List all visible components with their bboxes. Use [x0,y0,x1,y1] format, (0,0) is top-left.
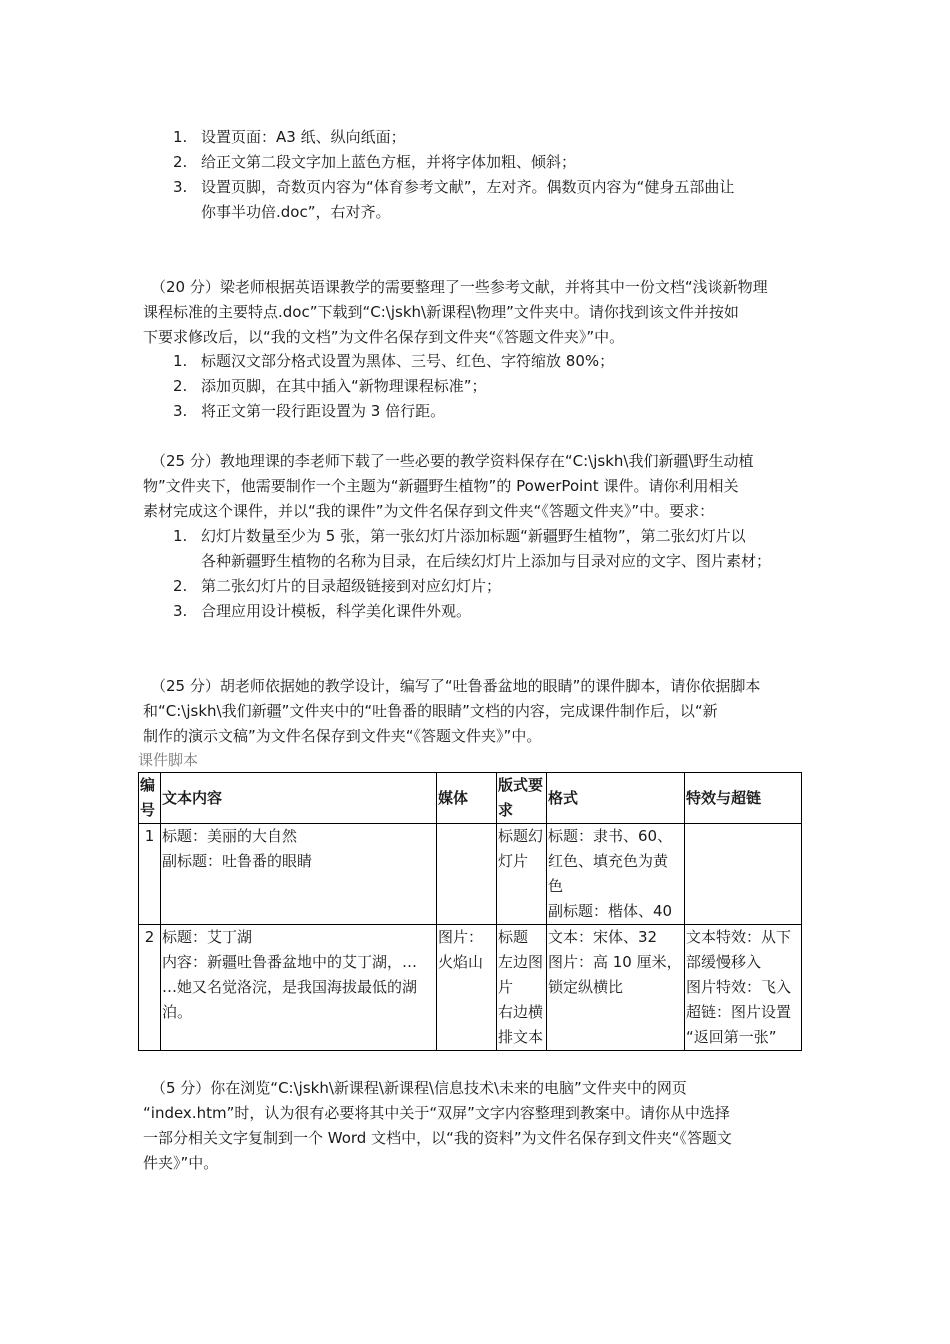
cell-line: 泊。 [162,1003,193,1021]
question-3-requirements [173,524,813,624]
list-text: 标题汉文部分格式设置为黑体、三号、红色、字符缩放 80%； [201,352,615,370]
cell-line: 标题 [498,928,529,946]
list-text: 将正文第一段行距设置为 3 倍行距。 [201,402,446,420]
cell-line: 图片： [438,928,484,946]
paragraph-line: 素材完成这个课件，并以“我的课件”为文件名保存到文件夹“《答题文件夹》”中。要求： [143,502,715,520]
cell-media [437,824,497,925]
cell-text [161,824,437,925]
cell-line: 标题：隶书、60、 [548,827,673,845]
paragraph-line: （5 分）你在浏览“C:\jskh\新课程\新课程\信息技术\未来的电脑”文件夹中的网页 [151,1079,687,1097]
table-row [139,824,802,925]
cell-line: 片 [498,978,514,996]
header-cell-text: 文本内容 [161,773,437,824]
cell-line: 左边图 [498,953,544,971]
question-2-requirements [173,349,813,424]
list-number: 2. [173,153,188,171]
header-cell-effect: 特效与超链 [685,773,802,824]
cell-line: 锁定纵横比 [548,978,624,996]
header-cell-layout: 版式要求 [497,773,547,824]
list-text: 设置页面：A3 纸、纵向纸面； [201,128,406,146]
cell-line: 部缓慢移入 [686,953,762,971]
cell-line: 文本特效：从下 [686,928,792,946]
cell-line: “返回第一张” [686,1028,777,1046]
list-text: 幻灯片数量至少为 5 张，第一张幻灯片添加标题“新疆野生植物”，第二张幻灯片以 [201,527,746,545]
paragraph-line: 一部分相关文字复制到一个 Word 文档中，以“我的资料”为文件名保存到文件夹“《答题文 [143,1129,732,1147]
question-5-intro [143,1076,813,1176]
list-text: 第二张幻灯片的目录超级链接到对应幻灯片； [201,577,502,595]
header-cell-format: 格式 [547,773,685,824]
cell-format [547,824,685,925]
list-item [173,599,813,624]
paragraph-line: 制作的演示文稿”为文件名保存到文件夹“《答题文件夹》”中。 [143,727,542,745]
question-2-intro [143,275,813,350]
cell-effect [685,925,802,1051]
table-row [139,925,802,1051]
list-text: 合理应用设计模板，科学美化课件外观。 [201,602,472,620]
cell-line: 超链：图片设置 [686,1003,792,1021]
list-page-setup [173,125,813,225]
list-text: 添加页脚，在其中插入“新物理课程标准”； [201,377,487,395]
list-number: 1. [173,128,188,146]
list-number: 1. [173,352,188,370]
table-caption: 课件脚本 [138,751,199,769]
cell-line: 火焰山 [438,953,484,971]
table-header-row [139,773,802,824]
row-number: 1 [139,824,161,925]
list-text: 给正文第二段文字加上蓝色方框，并将字体加粗、倾斜； [201,153,577,171]
cell-effect [685,824,802,925]
list-number: 3. [173,602,188,620]
cell-line: 右边横 [498,1003,544,1021]
list-number: 3. [173,402,188,420]
cell-line: 标题：美丽的大自然 [162,827,298,845]
list-text: 设置页脚，奇数页内容为“体育参考文献”，左对齐。偶数页内容为“健身五部曲让 [201,178,735,196]
list-item [173,349,813,374]
cell-line: 图片：高 10 厘米， [548,953,682,971]
paragraph-line: 件夹》”中。 [143,1154,219,1172]
header-cell-media: 媒体 [437,773,497,824]
list-text: 各种新疆野生植物的名称为目录，在后续幻灯片上添加与目录对应的文字、图片素材； [201,552,772,570]
paragraph-line: （25 分）教地理课的李老师下载了一些必要的教学资料保存在“C:\jskh\我们新疆\野生动植 [151,452,754,470]
cell-line: 文本：宋体、32 [548,928,658,946]
list-item [173,399,813,424]
cell-line: …她又名觉洛浣，是我国海拔最低的湖 [162,978,418,996]
paragraph-line: （25 分）胡老师依据她的教学设计，编写了“吐鲁番盆地的眼睛”的课件脚本，请你依据脚本 [151,677,761,695]
cell-line: 副标题：吐鲁番的眼睛 [162,852,313,870]
question-3-intro [143,449,813,524]
list-item [173,524,813,574]
list-item [173,175,813,225]
cell-text [161,925,437,1051]
cell-line: 标题幻 [498,827,544,845]
cell-line: 红色、填充色为黄 [548,852,669,870]
cell-line: 内容：新疆吐鲁番盆地中的艾丁湖，… [162,953,418,971]
cell-format [547,925,685,1051]
paragraph-line: 下要求修改后，以“我的文档”为文件名保存到文件夹“《答题文件夹》”中。 [143,328,625,346]
list-item [173,574,813,599]
cell-layout [497,925,547,1051]
cell-line: 图片特效：飞入 [686,978,792,996]
list-number: 1. [173,527,188,545]
list-item [173,150,813,175]
paragraph-line: “index.htm”时，认为很有必要将其中关于“双屏”文字内容整理到教案中。请你从中选择 [143,1104,730,1122]
cell-line: 灯片 [498,852,529,870]
cell-line: 副标题：楷体、40 [548,902,673,920]
list-number: 3. [173,178,188,196]
paragraph-line: 物”文件夹下，他需要制作一个主题为“新疆野生植物”的 PowerPoint 课件。请你利用相关 [143,477,739,495]
header-cell-number: 编号 [139,773,161,824]
cell-line: 标题：艾丁湖 [162,928,253,946]
question-4-intro [143,674,813,749]
cell-line: 排文本 [498,1028,544,1046]
paragraph-line: 和“C:\jskh\我们新疆”文件夹中的“吐鲁番的眼睛”文档的内容，完成课件制作后，以“新 [143,702,718,720]
courseware-script-table [138,772,802,1051]
cell-line: 色 [548,877,564,895]
list-item [173,374,813,399]
paragraph-line: 课程标准的主要特点.doc”下载到“C:\jskh\新课程\物理”文件夹中。请你找到该文件并按如 [143,303,739,321]
paragraph-line: （20 分）梁老师根据英语课教学的需要整理了一些参考文献，并将其中一份文档“浅谈新物理 [151,278,768,296]
row-number: 2 [139,925,161,1051]
list-number: 2. [173,377,188,395]
cell-media [437,925,497,1051]
list-text: 你事半功倍.doc”，右对齐。 [201,203,391,221]
cell-layout [497,824,547,925]
list-item [173,125,813,150]
list-number: 2. [173,577,188,595]
